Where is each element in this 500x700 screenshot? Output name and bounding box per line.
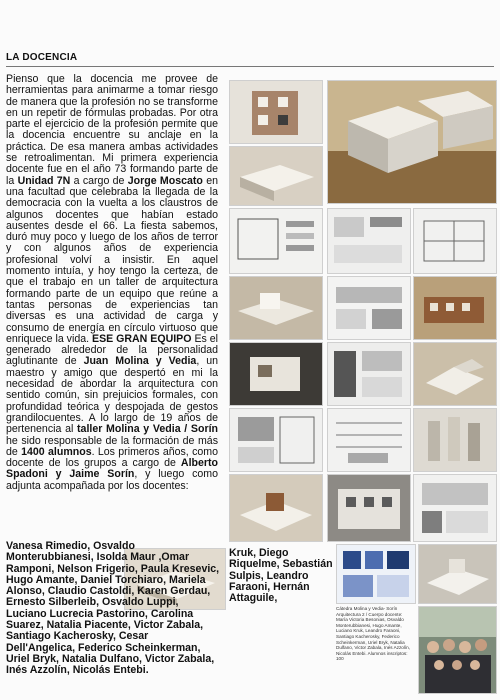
plan-sheet [229,208,323,274]
model-photo-icon [328,81,496,203]
text-run: he sido responsable de la formación de más de [6,434,218,458]
plan-sheet [327,208,411,274]
plan-sheet-icon [414,475,496,541]
bold-run: Jorge Moscato [127,174,203,187]
plan-sheet [336,544,416,604]
plan-sheet [413,474,497,542]
text-run: Es el generado alrededor de la personalidad aglutinante de [6,332,219,368]
bold-run: taller Molina y Vedia / Sorín [77,423,219,436]
model-photo-icon [414,409,496,471]
text-run: . Los primeros años, como docente de los grupos a cargo de [6,445,218,470]
model-photo [418,544,497,604]
bold-run: Unidad 7N [17,174,71,187]
text-run: Pienso que la docencia me provee de herramientas para animarme a tomar riesgo de manera que la profesión no se transforme en un repetir de fórmulas probadas. Por otra parte el ejercicio de la profesión permite que la docencia encuentre su anclaje en la práctica. De esa manera ambas actividades se retroalimentan. Mi primera experiencia docente fue en el año 73 formando parte de la [6,73,218,187]
bold-run: Alberto Spadoni y Jaime Sorín [6,457,218,481]
model-photo [327,474,411,542]
text-run: , y luego como adjunta acompañada por los docentes: [6,468,218,492]
model-photo [229,276,323,340]
plan-sheet-icon [230,209,322,273]
plan-sheet-icon [414,209,496,273]
plan-sheet [327,342,411,406]
section-title: LA DOCENCIA [6,52,78,63]
model-photo [413,408,497,472]
model-photo [229,146,323,206]
plan-sheet [327,276,411,340]
title-rule [6,66,494,67]
plan-sheet-icon [230,409,322,471]
model-photo-icon [230,147,322,205]
text-run: , un maestro y amigo que despertó en mi la necesidad de abordar la arquitectura con sentido común, sin prejuicios formales, con profundidad teórica y despojada de gestos grandilocuentes. A lo largo de 19 años de pertenencia al [6,355,219,436]
plan-sheet [413,208,497,274]
model-photo-icon [230,475,322,541]
text-run: en una facultad que celebraba la llegada de la democracia con la vuelta a los claustros de algunos docentes que habían estado ausentes desde el 66. La fiesta sabemos, duró muy poco y luego de los años de terror y con algunos años de experiencia profesional volví a insistir. En aquel momento intuía, y hoy tengo la certeza, de que el trabajo en un taller de arquitectura formando parte de un equipo que reúne a tantas personas de experiencias tan diversas es una actividad de carga y consumo de energía en círculo virtuoso que enriquece la vida. [6,174,219,345]
plan-sheet-icon [328,209,410,273]
building-drawing-icon [230,81,322,143]
plan-sheet-icon [328,409,410,471]
model-photo [229,80,323,144]
docentes-list-right: Kruk, Diego Riquelme, Sebastián Sulpis, Leandro Faraoni, Hernán Attaguile, [229,547,333,605]
model-photo [413,342,497,406]
plan-sheet-icon [328,343,410,405]
model-photo-large [327,80,497,204]
plan-sheet [327,408,411,472]
plan-sheet-icon [337,545,415,603]
model-photo [229,342,323,406]
intro-paragraph [6,74,218,492]
text-run: a cargo de [70,174,128,187]
model-photo-icon [414,277,496,339]
model-photo [413,276,497,340]
model-photo [229,474,323,542]
photo-caption: Cátedra Molina y Vedia- Sorín Arquitectura 2 / Cuerpo docente: María Victoria Besonias, Osvaldo Monterubbianesi, Hugo Amante, Luciano Kruk, Leandro Faraoni, Santiago Kacherosky, Federico Scheinkerman, Uriel Bryk, Natalia Dulfano, Victor Zabala, Inés Azzolín, Nicolás Entebi. Alumnos inscriptos: 100 [336,606,410,662]
bold-run: Juan Molina y Vedia [83,355,197,368]
group-photo [418,606,497,694]
model-photo-icon [230,343,322,405]
group-photo-icon [419,607,496,693]
plan-sheet-icon [328,277,410,339]
model-photo-icon [230,277,322,339]
docentes-list: Vanesa Rimedio, Osvaldo Monterubbianesi, Isolda Maur ,Omar Ramponi, Nelson Frigerio, Paula Kresevic, Hugo Amante, Daniel Torchiaro, Mariela Alonso, Claudio Castoldi, Karen Gerdau, Ernesto Silberleib, Osvaldo Luppi, Luciano Lucrecia Pastorino, Carolina Suarez, Natalia Piacente, Victor Zabala, Santiago Kacherosky, Cesar Dell'Angelica, Federico Scheinkerman, Uriel Bryk, Natalia Dulfano, Victor Zabala, Inés Azzolín, Nicolás Entebi. [6,540,220,677]
plan-sheet [229,408,323,472]
model-photo-icon [414,343,496,405]
bold-run: 1400 alumnos [21,445,92,458]
model-photo-icon [328,475,410,541]
bold-run: ESE GRAN EQUIPO [92,332,192,345]
model-photo-icon [419,545,496,603]
